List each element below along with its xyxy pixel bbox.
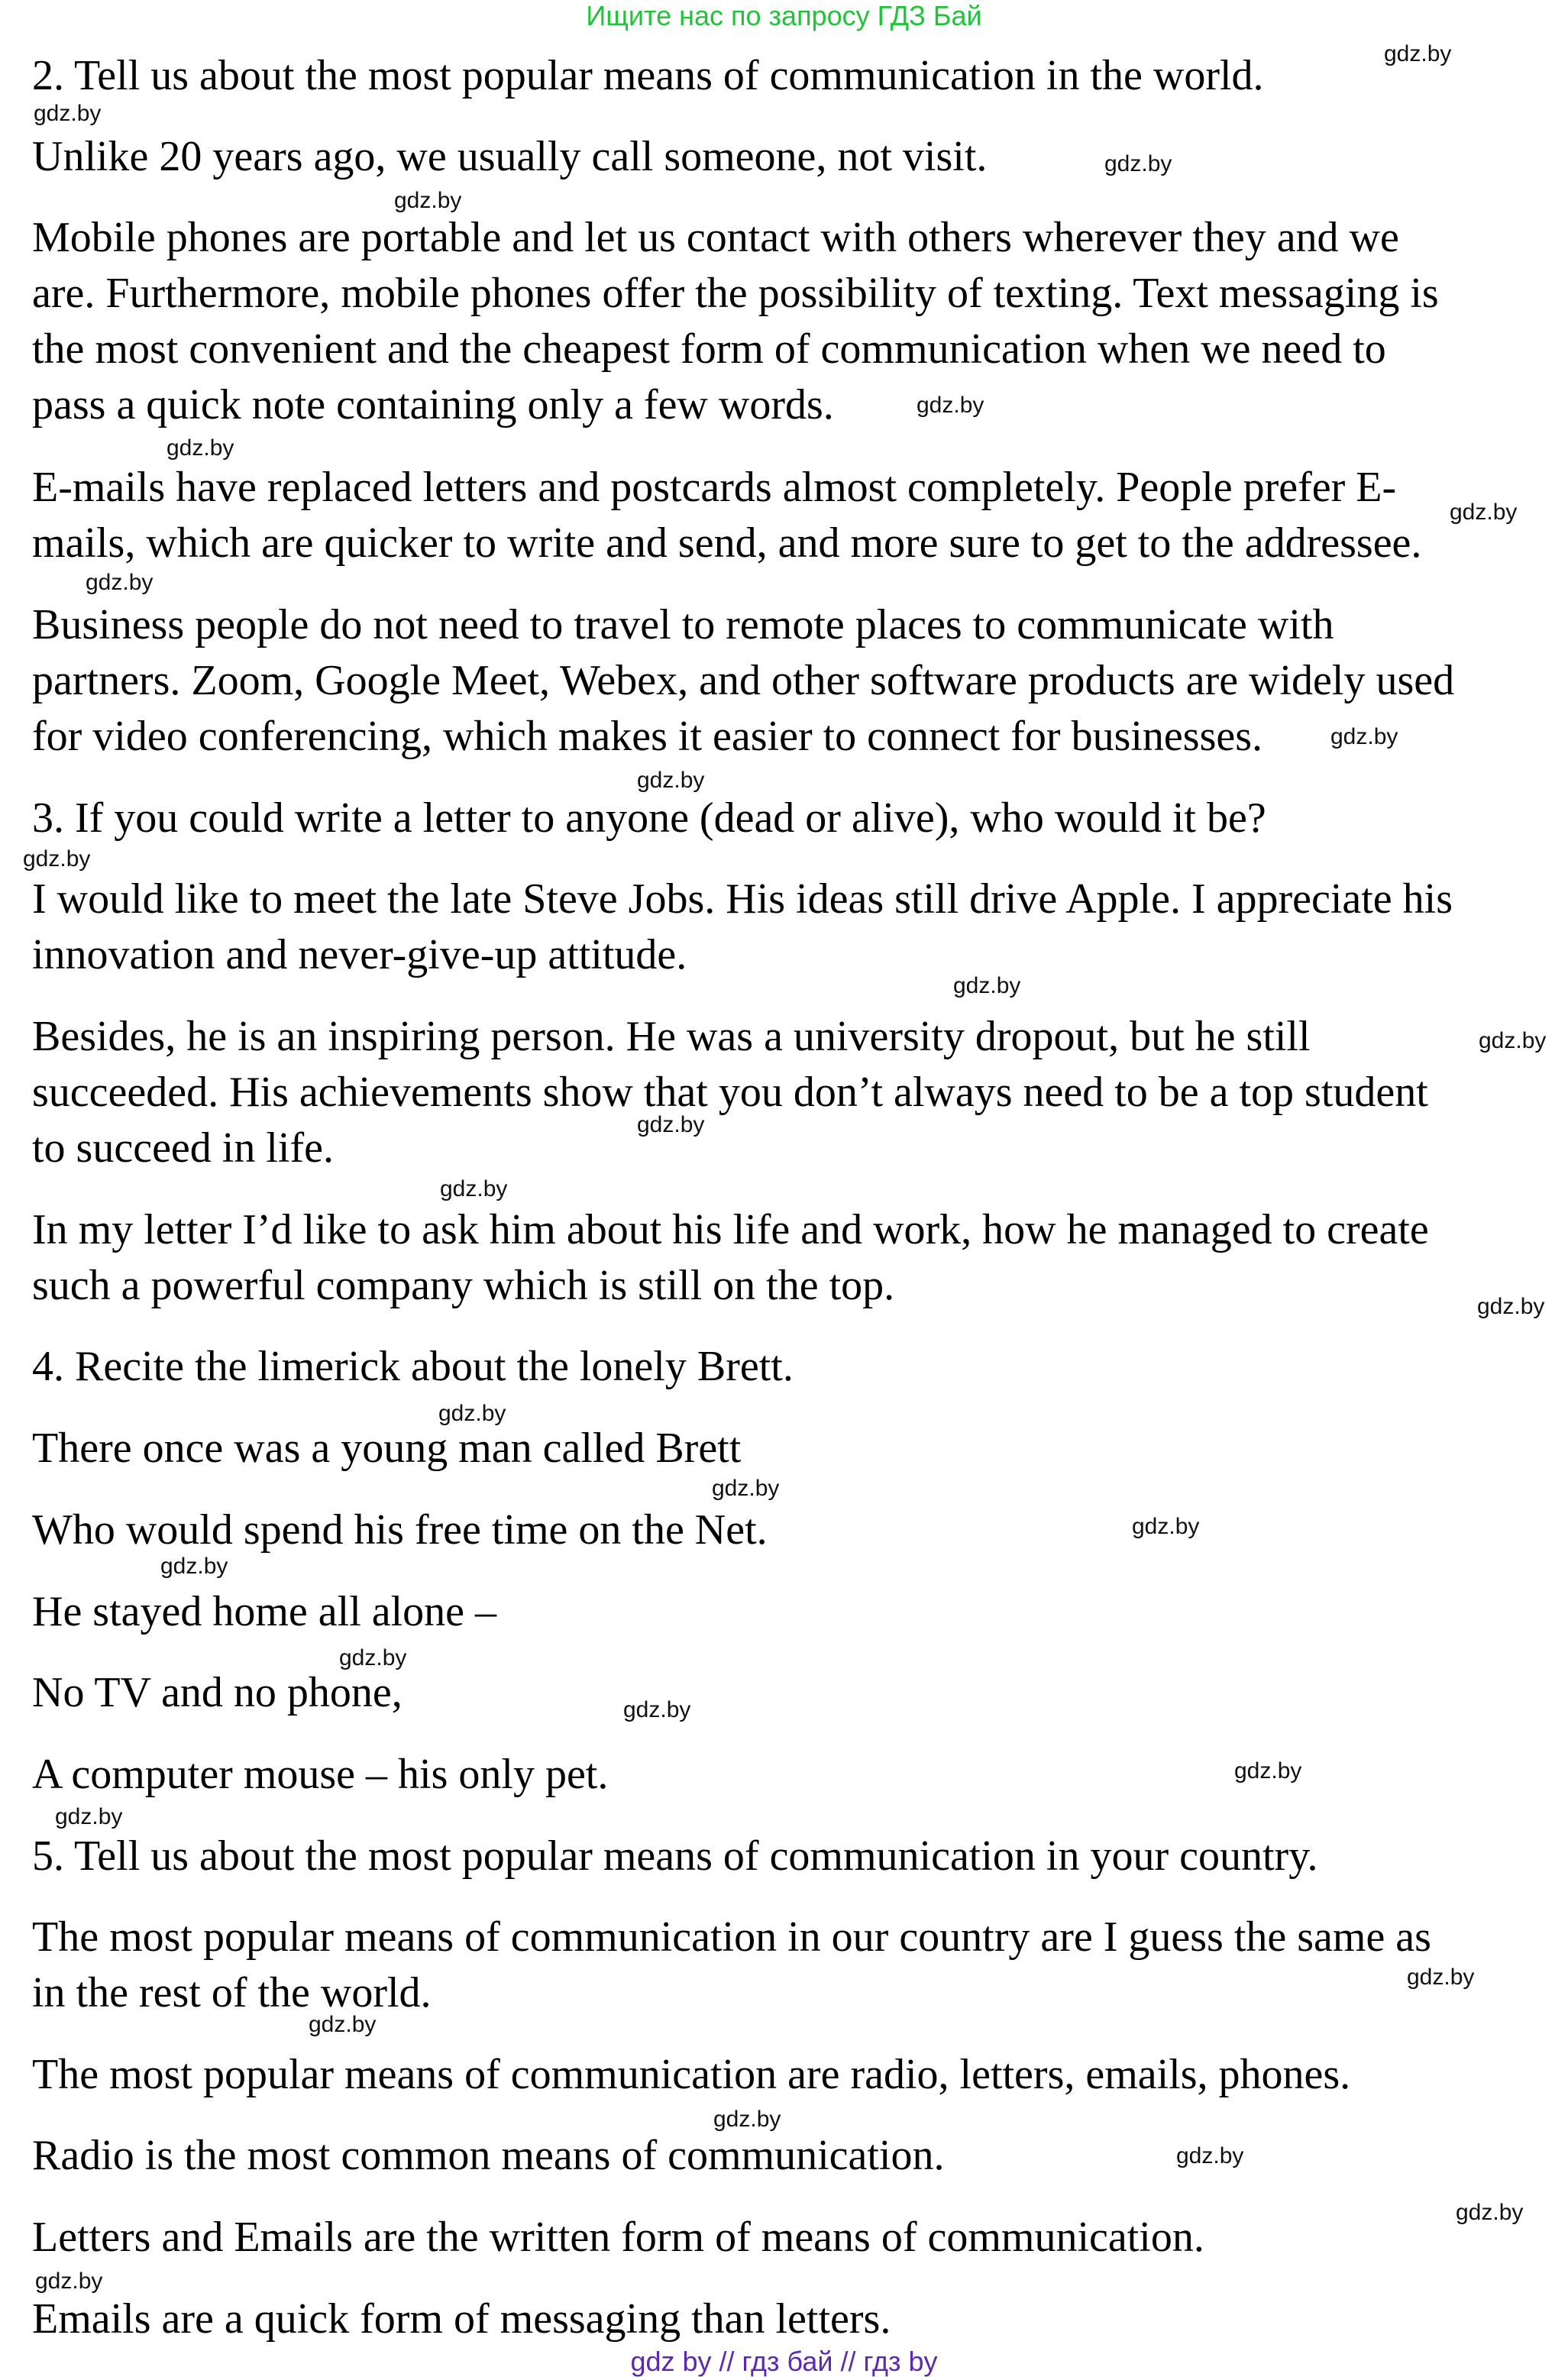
watermark: gdz.by xyxy=(1407,1965,1475,1990)
text-line: Unlike 20 years ago, we usually call someone, not visit. xyxy=(32,133,988,180)
watermark: gdz.by xyxy=(1132,1514,1200,1539)
watermark: gdz.by xyxy=(1104,151,1172,176)
watermark: gdz.by xyxy=(35,2269,103,2294)
text-line: Mobile phones are portable and let us contact with others wherever they and we xyxy=(32,214,1399,261)
watermark: gdz.by xyxy=(623,1697,691,1722)
text-line: to succeed in life. xyxy=(32,1124,334,1172)
watermark: gdz.by xyxy=(394,188,462,213)
watermark: gdz.by xyxy=(440,1176,508,1201)
text-line: Emails are a quick form of messaging than letters. xyxy=(32,2295,891,2343)
text-line: are. Furthermore, mobile phones offer the possibility of texting. Text messaging is xyxy=(32,270,1439,317)
text-line: I would like to meet the late Steve Jobs. His ideas still drive Apple. I appreciate his xyxy=(32,875,1453,923)
watermark: gdz.by xyxy=(23,846,91,872)
text-line: partners. Zoom, Google Meet, Webex, and other software products are widely used xyxy=(32,657,1455,704)
text-line: In my letter I’d like to ask him about his life and work, how he managed to create xyxy=(32,1206,1429,1253)
watermark: gdz.by xyxy=(160,1554,228,1579)
text-line: 4. Recite the limerick about the lonely Brett. xyxy=(32,1343,794,1390)
watermark: gdz.by xyxy=(1384,41,1452,66)
text-line: The most popular means of communication are radio, letters, emails, phones. xyxy=(32,2051,1351,2098)
text-line: Letters and Emails are the written form of means of communication. xyxy=(32,2214,1204,2261)
watermark: gdz.by xyxy=(34,101,102,126)
site-search-banner: Ищите нас по запросу ГДЗ Бай xyxy=(586,0,982,31)
text-line: Radio is the most common means of communication. xyxy=(32,2132,945,2179)
watermark: gdz.by xyxy=(637,1112,705,1137)
text-line: 5. Tell us about the most popular means of communication in your country. xyxy=(32,1832,1318,1880)
text-line: A computer mouse – his only pet. xyxy=(32,1751,609,1798)
text-line: 2. Tell us about the most popular means of communication in the world. xyxy=(32,52,1264,99)
text-line: innovation and never-give-up attitude. xyxy=(32,931,687,978)
watermark: gdz.by xyxy=(637,768,705,793)
text-line: mails, which are quicker to write and send, and more sure to get to the addressee. xyxy=(32,519,1422,567)
watermark: gdz.by xyxy=(438,1401,506,1426)
text-line: E-mails have replaced letters and postcards almost completely. People prefer E- xyxy=(32,464,1397,511)
watermark: gdz.by xyxy=(1456,2200,1524,2225)
text-line: the most convenient and the cheapest form of communication when we need to xyxy=(32,325,1386,373)
watermark: gdz.by xyxy=(1330,724,1398,749)
watermark: gdz.by xyxy=(1479,1028,1547,1053)
watermark: gdz.by xyxy=(309,2012,377,2037)
watermark: gdz.by xyxy=(339,1645,407,1670)
text-line: The most popular means of communication in our country are I guess the same as xyxy=(32,1913,1431,1961)
watermark: gdz.by xyxy=(1234,1758,1302,1784)
text-line: in the rest of the world. xyxy=(32,1969,432,2016)
text-line: Besides, he is an inspiring person. He was a university dropout, but he still xyxy=(32,1013,1311,1060)
text-line: 3. If you could write a letter to anyone (dead or alive), who would it be? xyxy=(32,794,1266,842)
watermark: gdz.by xyxy=(713,2107,781,2132)
watermark: gdz.by xyxy=(917,393,984,418)
watermark: gdz.by xyxy=(86,570,154,595)
watermark: gdz.by xyxy=(166,435,234,461)
watermark: gdz.by xyxy=(1176,2143,1244,2168)
text-line: pass a quick note containing only a few words. xyxy=(32,381,834,429)
text-line: He stayed home all alone – xyxy=(32,1588,497,1635)
text-line: Who would spend his free time on the Net. xyxy=(32,1506,768,1554)
watermark: gdz.by xyxy=(953,973,1021,998)
text-line: No TV and no phone, xyxy=(32,1669,403,1716)
watermark: gdz.by xyxy=(1477,1294,1545,1319)
text-line: succeeded. His achievements show that you don’t always need to be a top student xyxy=(32,1069,1428,1116)
text-line: for video conferencing, which makes it easier to connect for businesses. xyxy=(32,713,1263,760)
text-line: There once was a young man called Brett xyxy=(32,1425,742,1472)
text-line: such a powerful company which is still on the top. xyxy=(32,1262,895,1309)
site-footer-links: gdz by // гдз бай // гдз by xyxy=(630,2346,938,2377)
watermark: gdz.by xyxy=(55,1804,123,1829)
text-line: Business people do not need to travel to remote places to communicate with xyxy=(32,601,1334,648)
watermark: gdz.by xyxy=(712,1476,780,1501)
watermark: gdz.by xyxy=(1450,500,1518,525)
